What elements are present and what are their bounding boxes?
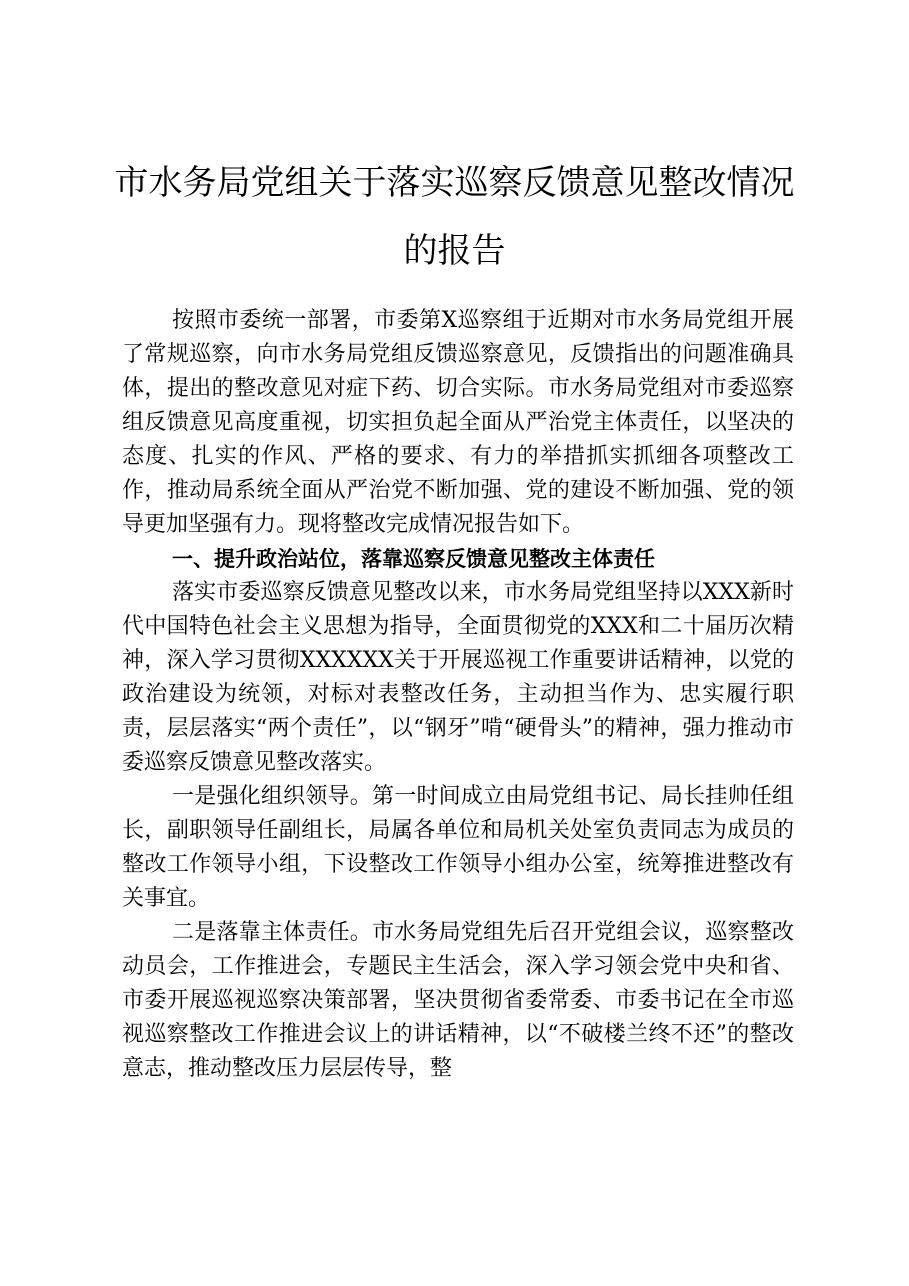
document-title-line-1: 市水务局党组关于落实巡察反馈意见整改情况 — [114, 163, 795, 203]
document-body — [122, 304, 794, 1086]
document-title-line-2: 的报告 — [403, 231, 506, 271]
section-1-paragraph-2: 一是强化组织领导。第一时间成立由局党组书记、局长挂帅任组长，副职领导任副组长，局属各单位和局机关处室负责同志为成员的整改工作领导小组，下设整改工作领导小组办公室，统筹推进整改有关事宜。 — [122, 784, 794, 911]
section-1-paragraph-1: 落实市委巡察反馈意见整改以来，市水务局党组坚持以XXX新时代中国特色社会主义思想为指导，全面贯彻党的XXX和二十届历次精神，深入学习贯彻XXXXXX关于开展巡视工作重要讲话精神，以党的政治建设为统领，对标对表整改任务，主动担当作为、忠实履行职责，层层落实“两个责任”，以“钢牙”啃“硬骨头”的精神，强力推动市委巡察反馈意见整改落实。 — [122, 580, 794, 775]
section-1-heading: 一、提升政治站位，落靠巡察反馈意见整改主体责任 — [172, 547, 655, 571]
section-1-paragraph-3: 二是落靠主体责任。市水务局党组先后召开党组会议，巡察整改动员会，工作推进会，专题民主生活会，深入学习领会党中央和省、市委开展巡视巡察决策部署，坚决贯彻省委常委、市委书记在全市巡视巡察整改工作推进会议上的讲话精神，以“不破楼兰终不还”的整改意志，推动整改压力层层传导，整 — [122, 920, 794, 1081]
intro-paragraph: 按照市委统一部署，市委第X巡察组于近期对市水务局党组开展了常规巡察，向市水务局党组反馈巡察意见，反馈指出的问题准确具体，提出的整改意见对症下药、切合实际。市水务局党组对市委巡察组反馈意见高度重视，切实担负起全面从严治党主体责任，以坚决的态度、扎实的作风、严格的要求、有力的举措抓实抓细各项整改工作，推动局系统全面从严治党不断加强、党的建设不断加强、党的领导更加坚强有力。现将整改完成情况报告如下。 — [122, 308, 794, 537]
